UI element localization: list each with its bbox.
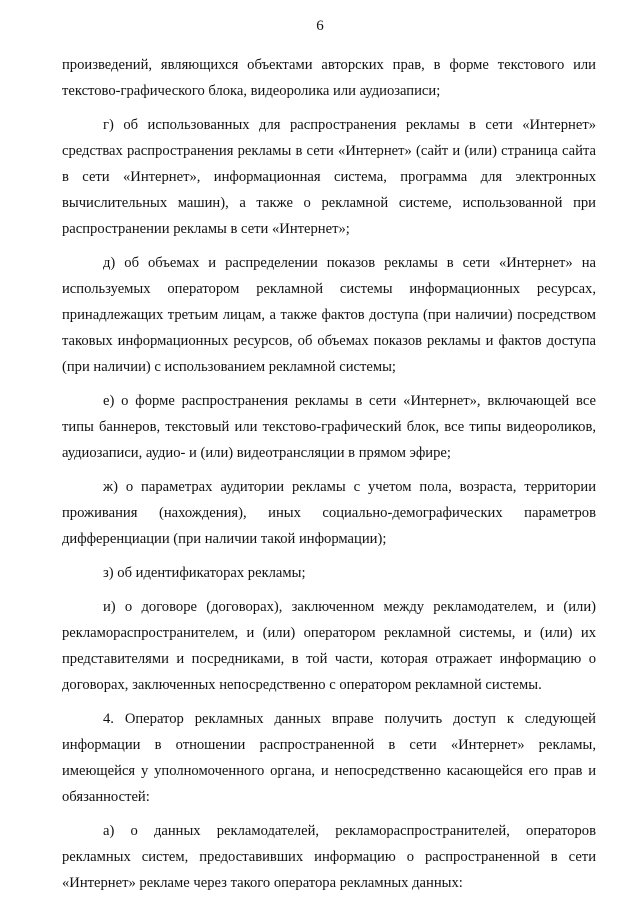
paragraph-continuation: произведений, являющихся объектами авторских прав, в форме текстового или текстово-графического блока, видеоролика или аудиозаписи; [62, 57, 596, 99]
paragraph-item-g: г) об использованных для распространения рекламы в сети «Интернет» средствах распространения рекламы в сети «Интернет» (сайт и (или) страница сайта в сети «Интернет», информационная система, программа для электронных вычислительных машин), а также о рекламной системе, использованной при распространении рекламы в сети «Интернет»; [62, 117, 596, 237]
page-number: 6 [316, 18, 324, 34]
paragraph-item-e: е) о форме распространения рекламы в сети «Интернет», включающей все типы баннеров, текстовый или текстово-графический блок, все типы видеороликов, аудиозаписи, аудио- и (или) видеотрансляции в прямом эфире; [62, 393, 596, 461]
document-body [62, 52, 596, 896]
paragraph-item-d: д) об объемах и распределении показов рекламы в сети «Интернет» на используемых оператором рекламной системы информационных ресурсах, принадлежащих третьим лицам, а также фактов доступа (при наличии) посредством таковых информационных ресурсов, об объемах показов рекламы и фактов доступа (при наличии) с использованием рекламной системы; [62, 255, 596, 375]
paragraph-item-zh: ж) о параметрах аудитории рекламы с учетом пола, возраста, территории проживания (нахождения), иных социально-демографических параметров дифференциации (при наличии такой информации); [62, 479, 596, 547]
paragraph-item-z: з) об идентификаторах рекламы; [103, 565, 306, 581]
paragraph-item-i: и) о договоре (договорах), заключенном между рекламодателем, и (или) рекламораспространителем, и (или) оператором рекламной системы, и (или) их представителями и посредниками, в той части, которая отражает информацию о договорах, заключенных непосредственно с оператором рекламной системы. [62, 599, 596, 693]
paragraph-section-4: 4. Оператор рекламных данных вправе получить доступ к следующей информации в отношении распространенной в сети «Интернет» рекламы, имеющейся у уполномоченного органа, и непосредственно касающейся его прав и обязанностей: [62, 711, 596, 805]
paragraph-item-a: а) о данных рекламодателей, рекламораспространителей, операторов рекламных систем, предоставивших информацию о распространенной в сети «Интернет» рекламе через такого оператора рекламных данных: [62, 823, 596, 891]
